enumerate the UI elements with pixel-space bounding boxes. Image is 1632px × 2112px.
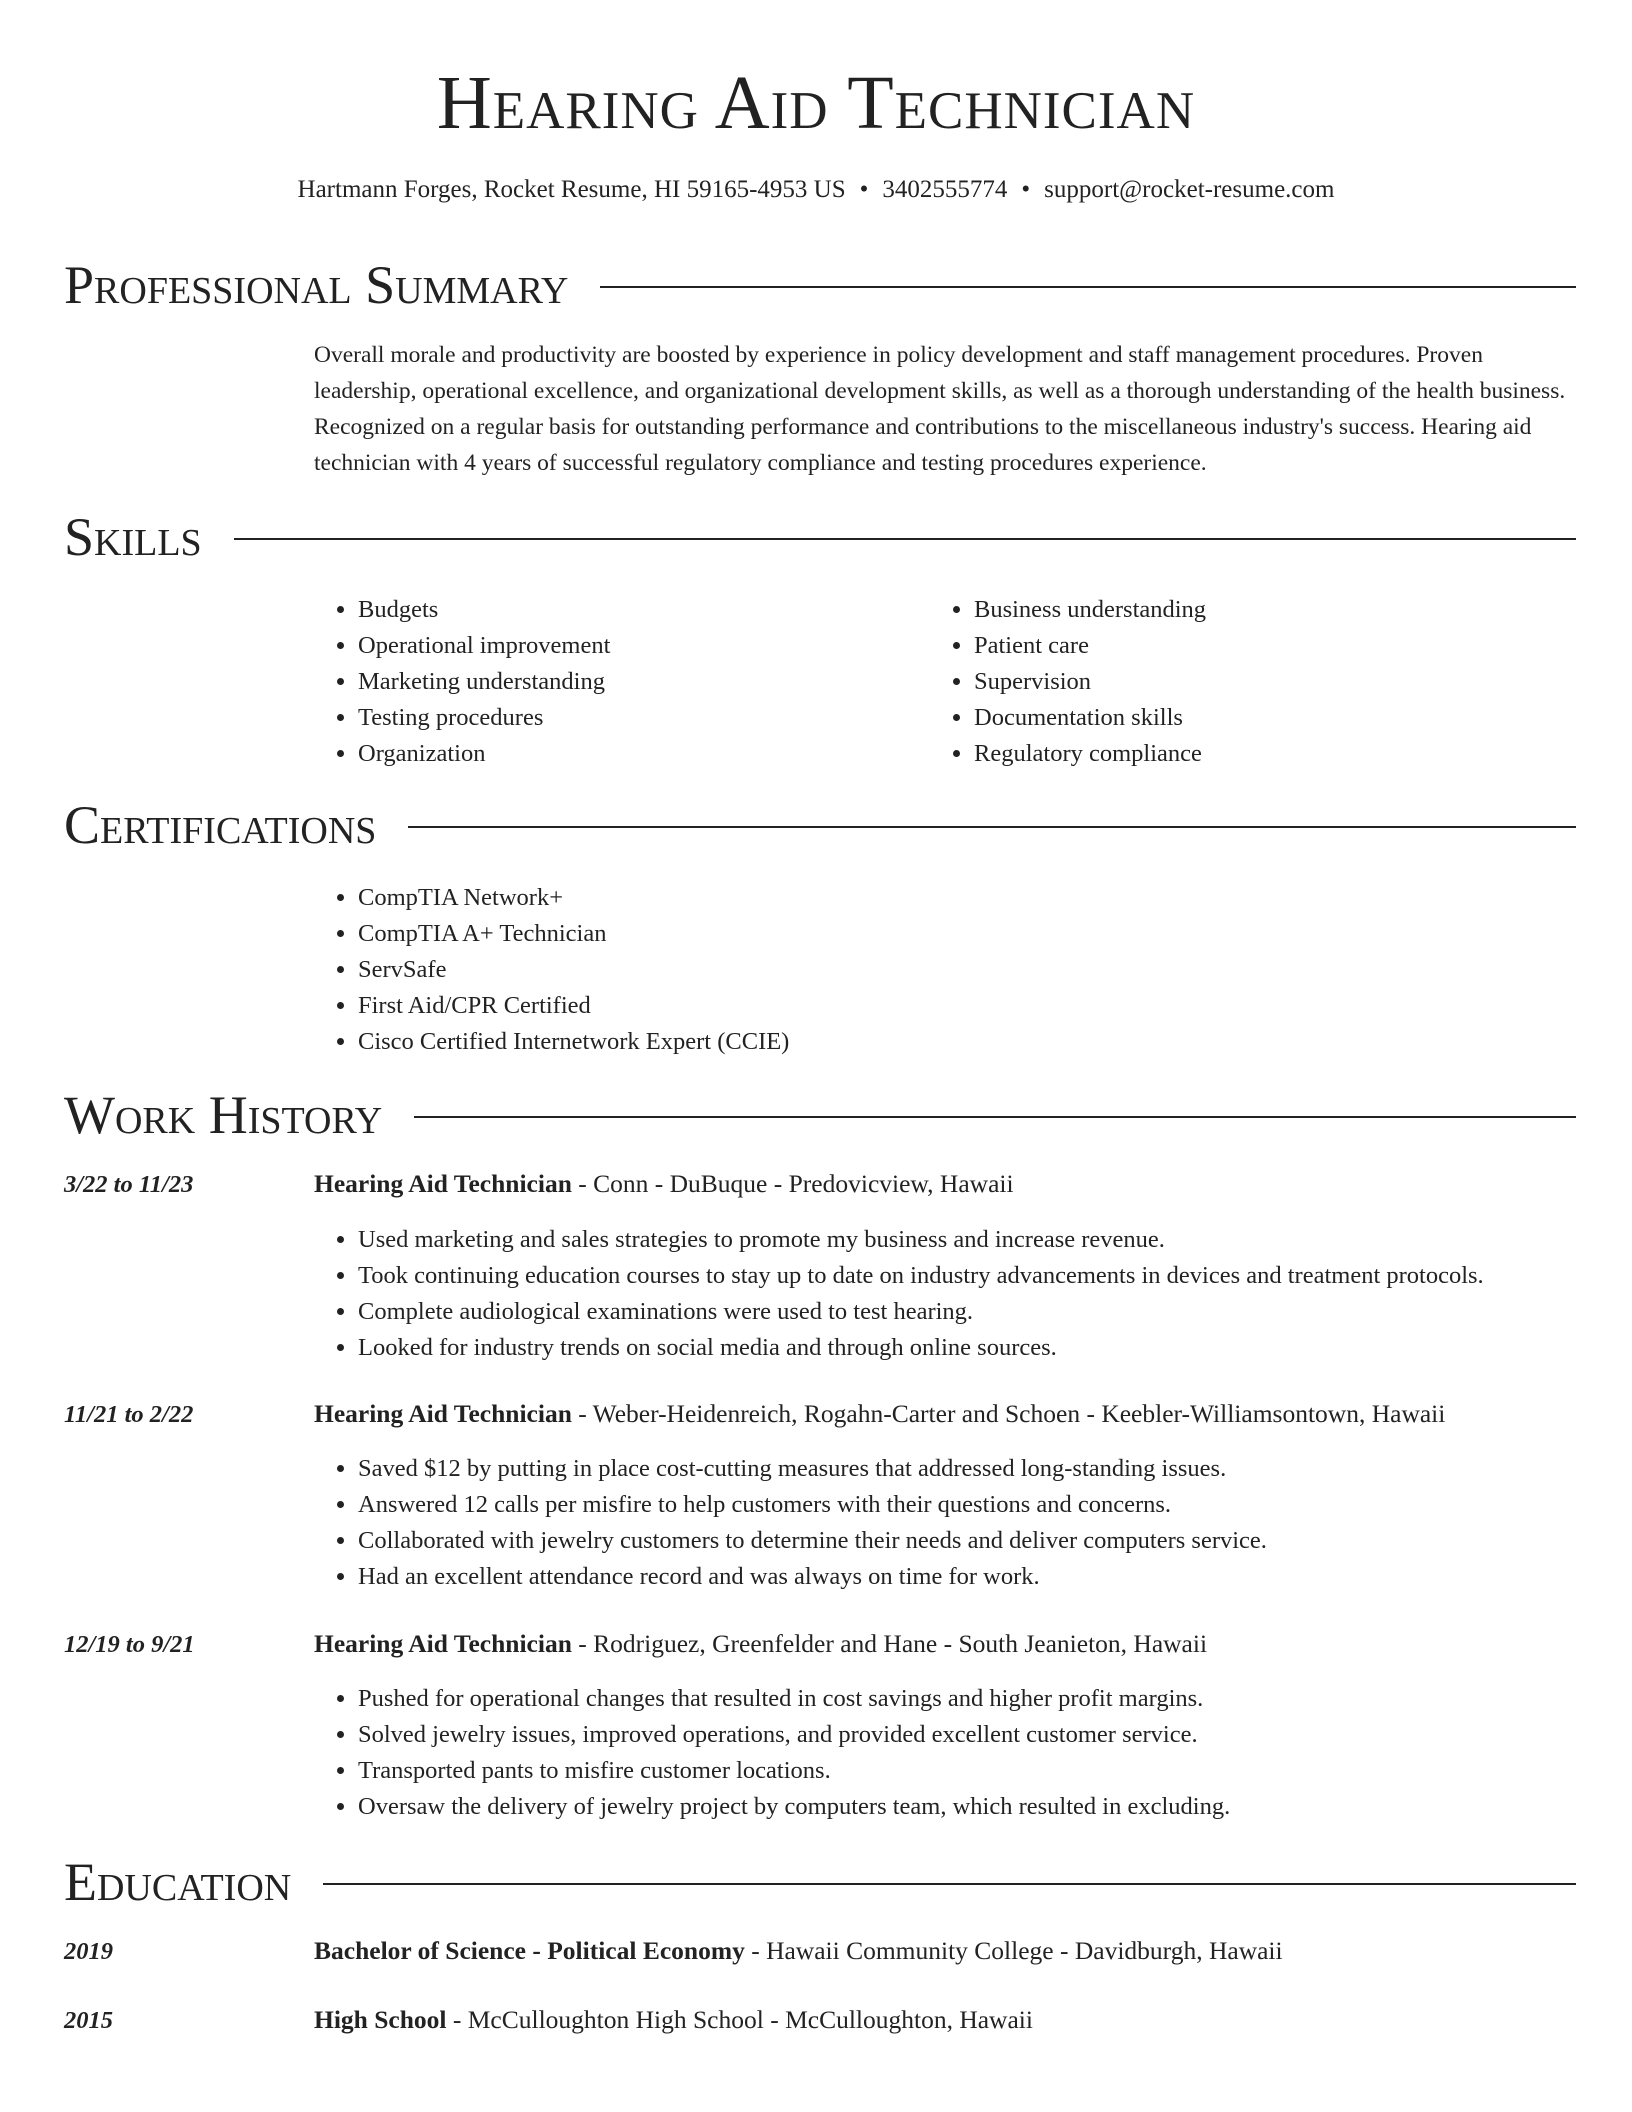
section-divider xyxy=(414,1116,1576,1118)
education-degree: Bachelor of Science - Political Economy xyxy=(314,1936,745,1965)
certifications-list xyxy=(314,880,1576,1060)
skill-item: • Supervision xyxy=(974,664,1570,700)
job-dates: 11/21 to 2/22 xyxy=(64,1401,194,1428)
job-role: Hearing Aid Technician xyxy=(314,1629,572,1658)
job-bullet: • Took continuing education courses to stay up to date on industry advancements in devices and treatment protocols. xyxy=(358,1258,1576,1294)
job-bullet: • Oversaw the delivery of jewelry project by computers team, which resulted in excluding. xyxy=(358,1789,1576,1825)
skills-title: Skills xyxy=(64,507,202,567)
contact-separator: • xyxy=(1021,176,1031,203)
contact-separator: • xyxy=(859,176,869,203)
job-details: - Rodriguez, Greenfelder and Hane - South Jeanieton, Hawaii xyxy=(571,1629,1208,1658)
section-divider xyxy=(234,538,1576,540)
job-dates: 12/19 to 9/21 xyxy=(64,1631,195,1658)
skills-column-left xyxy=(314,592,914,772)
job-bullets xyxy=(314,1681,1576,1825)
education-degree: High School xyxy=(314,2005,447,2034)
job-role: Hearing Aid Technician xyxy=(314,1399,572,1428)
education-entry xyxy=(314,1933,1576,1969)
job-bullet: • Complete audiological examinations were used to test hearing. xyxy=(358,1294,1576,1330)
skills-heading xyxy=(64,505,1576,569)
job-details: - Weber-Heidenreich, Rogahn-Carter and Schoen - Keebler-Williamsontown, Hawaii xyxy=(571,1399,1446,1428)
skill-item: • Testing procedures xyxy=(358,700,914,736)
skill-item: • Patient care xyxy=(974,628,1570,664)
certification-item: • CompTIA A+ Technician xyxy=(358,916,1576,952)
contact-line xyxy=(0,172,1632,208)
skills-column-right xyxy=(930,592,1570,772)
job-bullet: • Used marketing and sales strategies to promote my business and increase revenue. xyxy=(358,1222,1576,1258)
education-title: Education xyxy=(64,1852,292,1912)
certification-item: • ServSafe xyxy=(358,952,1576,988)
resume-name: Hearing Aid Technician xyxy=(436,61,1196,145)
certification-item: • CompTIA Network+ xyxy=(358,880,1576,916)
certification-item: • First Aid/CPR Certified xyxy=(358,988,1576,1024)
summary-text: Overall morale and productivity are boosted by experience in policy development and staff management procedures. Proven leadership, operational excellence, and organizational development skills, as well as a thorough understanding of the health business. Recognized on a regular basis for outstanding performance and contributions to the miscellaneous industry's success. Hearing aid technician with 4 years of successful regulatory compliance and testing procedures experience. xyxy=(314,342,1566,476)
skill-item: • Budgets xyxy=(358,592,914,628)
job-bullet: • Collaborated with jewelry customers to determine their needs and deliver computers service. xyxy=(358,1523,1576,1559)
job-bullet: • Transported pants to misfire customer locations. xyxy=(358,1753,1576,1789)
certification-item: • Cisco Certified Internetwork Expert (CCIE) xyxy=(358,1024,1576,1060)
education-entry xyxy=(314,2002,1576,2038)
job-details: - Conn - DuBuque - Predovicview, Hawaii xyxy=(571,1169,1014,1198)
job-bullet: • Pushed for operational changes that resulted in cost savings and higher profit margins. xyxy=(358,1681,1576,1717)
job-bullet: • Solved jewelry issues, improved operations, and provided excellent customer service. xyxy=(358,1717,1576,1753)
skill-item: • Operational improvement xyxy=(358,628,914,664)
job-bullets xyxy=(314,1222,1576,1366)
education-details: - McCulloughton High School - McCulloughton, Hawaii xyxy=(446,2005,1033,2034)
skill-item: • Marketing understanding xyxy=(358,664,914,700)
section-divider xyxy=(408,826,1576,828)
certifications-title: Certifications xyxy=(64,795,377,855)
job-bullet: • Had an excellent attendance record and was always on time for work. xyxy=(358,1559,1576,1595)
job-title-line xyxy=(314,1166,1576,1202)
skill-item: • Documentation skills xyxy=(974,700,1570,736)
certifications-heading xyxy=(64,793,1576,857)
summary-title: Professional Summary xyxy=(64,255,569,315)
job-dates: 3/22 to 11/23 xyxy=(64,1171,194,1198)
job-bullet: • Answered 12 calls per misfire to help customers with their questions and concerns. xyxy=(358,1487,1576,1523)
job-role: Hearing Aid Technician xyxy=(314,1169,572,1198)
contact-address: Hartmann Forges, Rocket Resume, HI 59165-4953 US xyxy=(297,176,846,203)
education-details: - Hawaii Community College - Davidburgh, Hawaii xyxy=(744,1936,1283,1965)
job-bullets xyxy=(314,1451,1576,1595)
contact-phone[interactable]: 3402555774 xyxy=(882,176,1008,203)
work-history-heading xyxy=(64,1083,1576,1147)
skill-item: • Business understanding xyxy=(974,592,1570,628)
job-bullet: • Looked for industry trends on social media and through online sources. xyxy=(358,1330,1576,1366)
skill-item: • Organization xyxy=(358,736,914,772)
section-divider xyxy=(600,286,1576,288)
work-history-title: Work History xyxy=(64,1085,383,1145)
education-heading xyxy=(64,1850,1576,1914)
contact-email[interactable]: support@rocket-resume.com xyxy=(1044,176,1335,203)
summary-heading xyxy=(64,253,1576,317)
education-year: 2019 xyxy=(64,1938,113,1965)
job-title-line xyxy=(314,1396,1576,1432)
job-title-line xyxy=(314,1626,1576,1662)
skill-item: • Regulatory compliance xyxy=(974,736,1570,772)
section-divider xyxy=(323,1883,1576,1885)
job-bullet: • Saved $12 by putting in place cost-cutting measures that addressed long-standing issues. xyxy=(358,1451,1576,1487)
education-year: 2015 xyxy=(64,2007,113,2034)
